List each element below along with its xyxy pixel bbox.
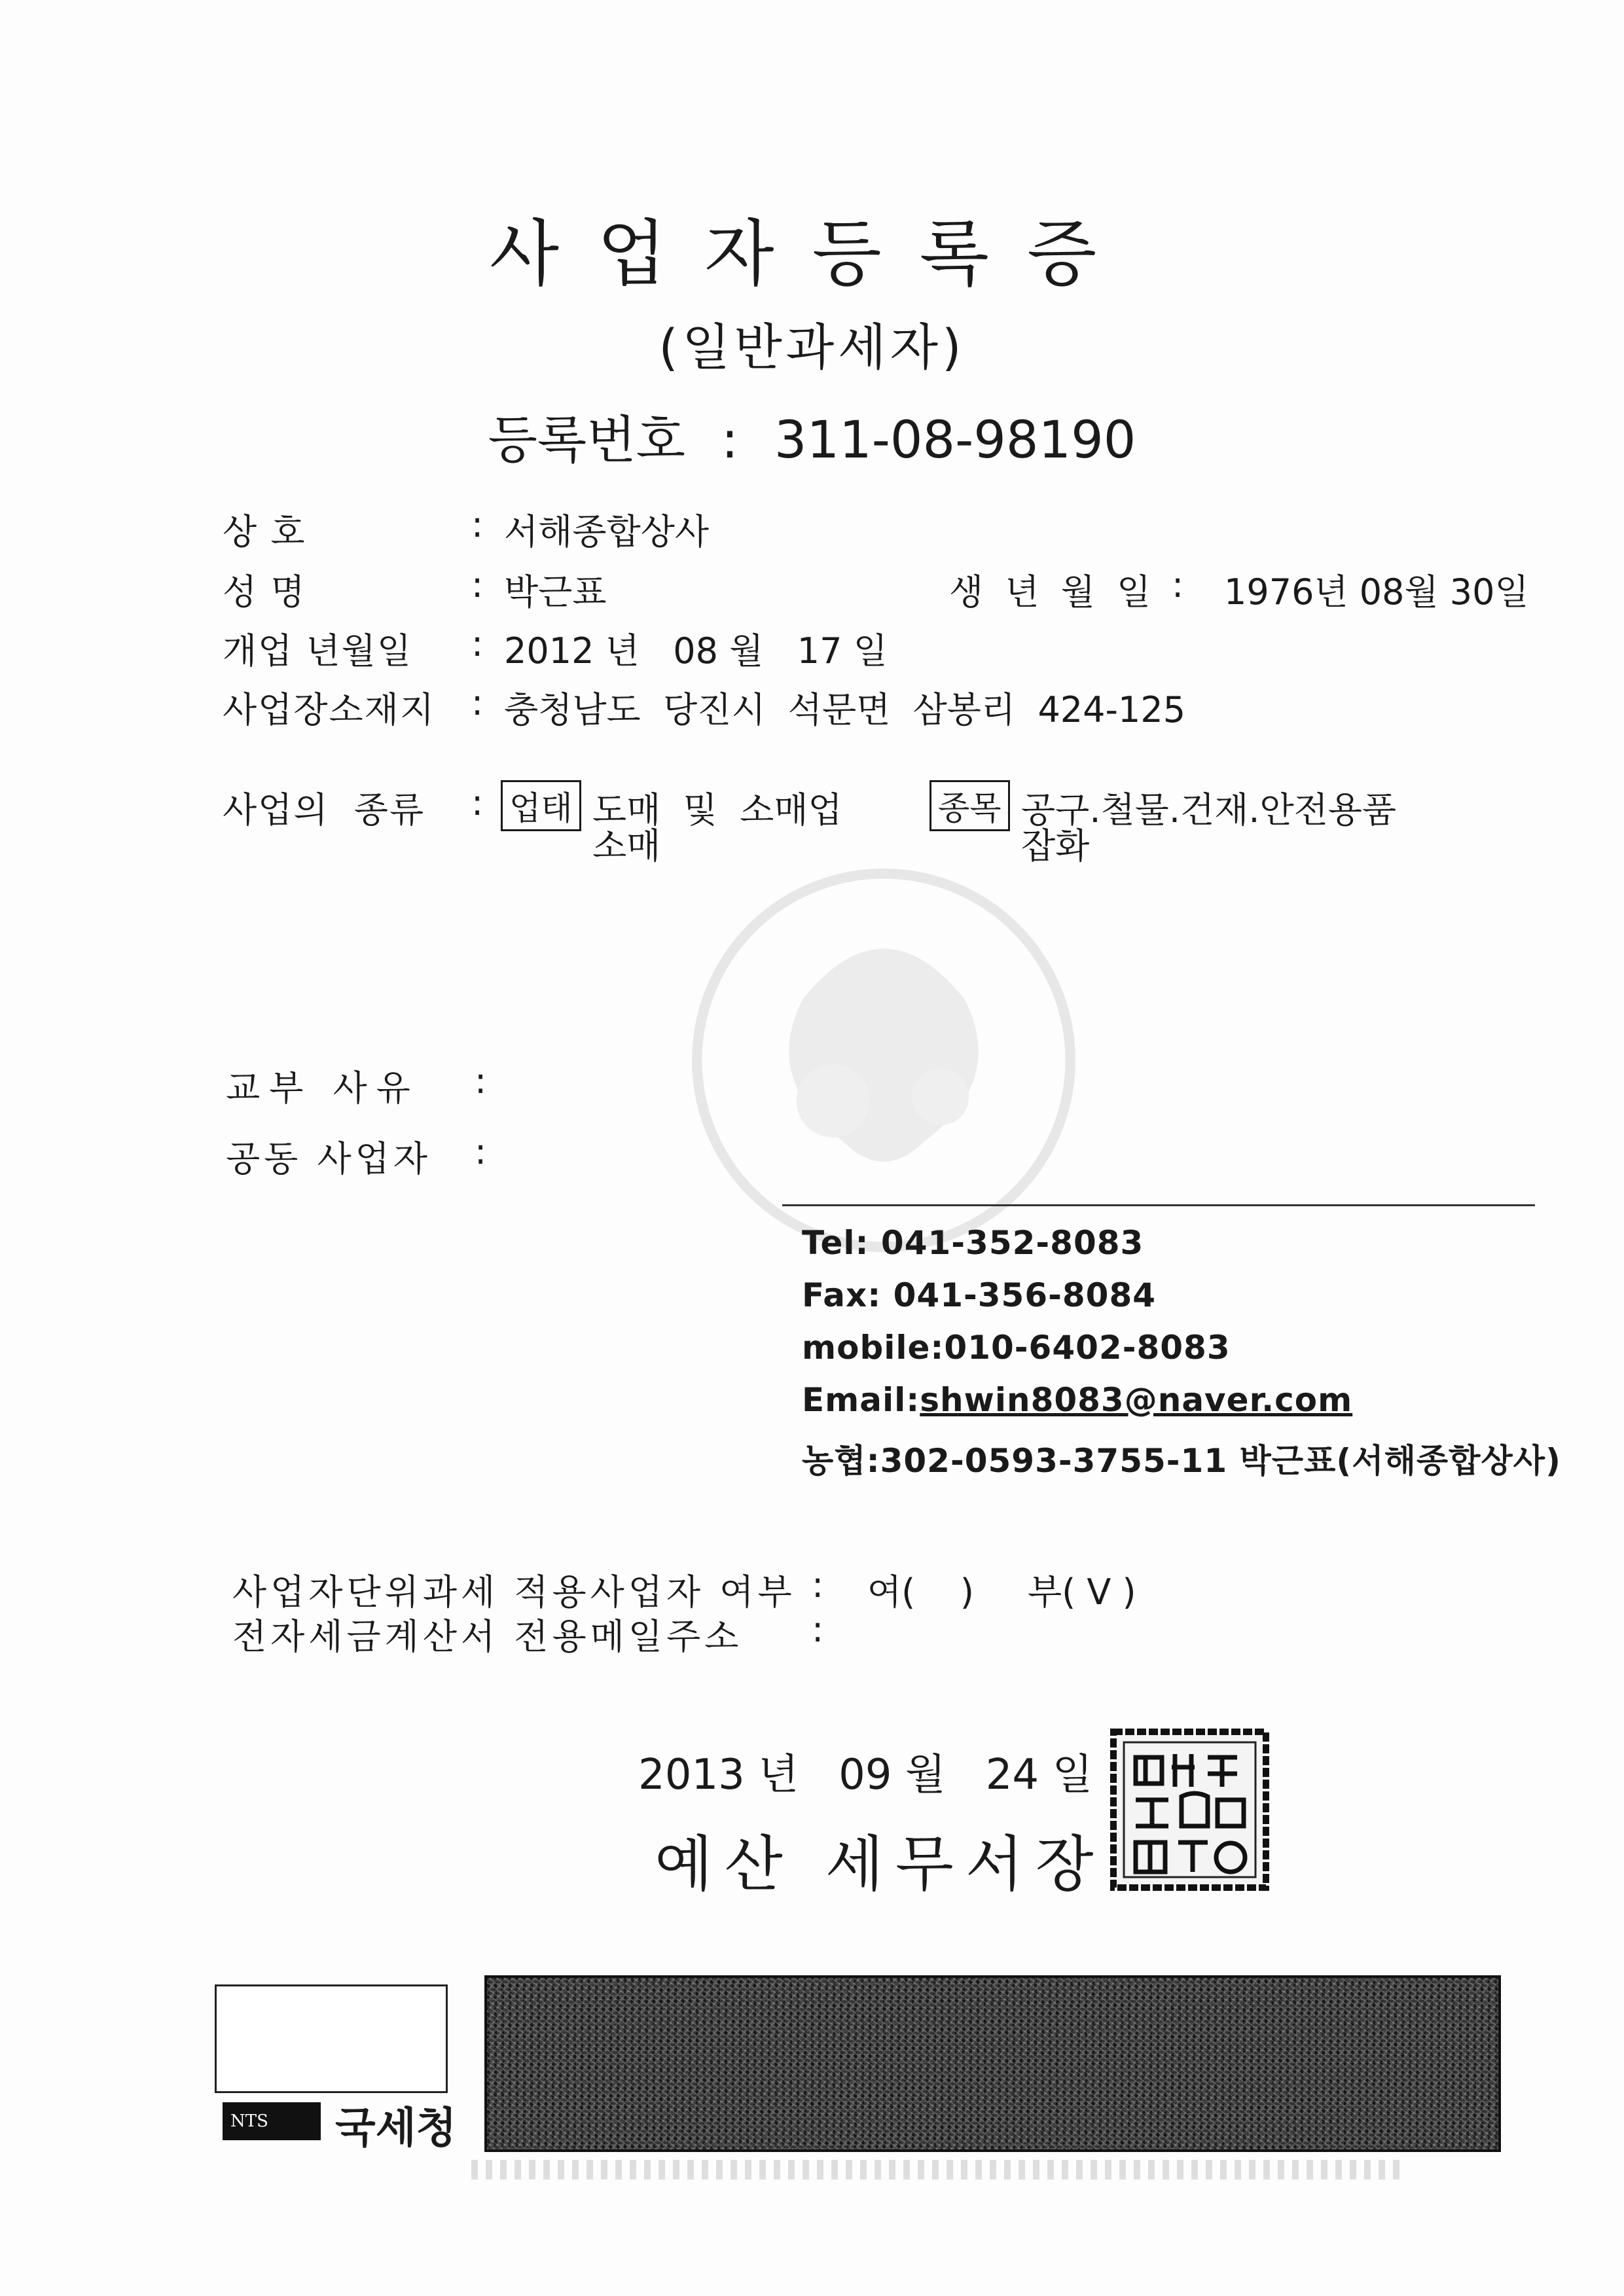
document-title: 사업자등록증 (489, 212, 1135, 296)
opening-date-label: 개업 년월일 (223, 630, 412, 672)
contact-bank: 농협:302-0593-3755-11 박근표(서해종합상사) (802, 1442, 1561, 1480)
registration-number-line (0, 399, 1624, 473)
item-line-2: 잡화 (1021, 825, 1090, 867)
contact-email-label: Email: (802, 1381, 920, 1419)
contact-tel: Tel: 041-352-8083 (802, 1224, 1144, 1262)
contact-mobile: mobile:010-6402-8083 (802, 1329, 1231, 1367)
contact-fax: Fax: 041-356-8084 (802, 1276, 1157, 1314)
issue-date: 2013 년 09 월 24 일 (638, 1751, 1093, 1799)
document-subtitle: (일반과세자) (659, 318, 965, 376)
trade-name-value: 서해종합상사 (504, 511, 709, 552)
business-type-label: 사업의 종류 (223, 789, 425, 831)
contact-email-line (802, 1381, 1352, 1419)
tax-unit-label: 사업자단위과세 적용사업자 여부 (232, 1571, 796, 1613)
issue-reason-label: 교부 사유 (226, 1067, 420, 1109)
watermark-emblem-icon (681, 851, 1087, 1270)
name-value: 박근표 (504, 571, 607, 613)
tax-unit-no: 부( V ) (1028, 1571, 1136, 1613)
tax-unit-colon: : (812, 1564, 824, 1605)
birth-colon: : (1172, 564, 1184, 605)
tax-unit-yes: 여( ) (867, 1571, 974, 1613)
name-colon: : (471, 564, 484, 605)
category-line-1: 도매 및 소매업 (592, 789, 842, 831)
location-label: 사업장소재지 (223, 689, 435, 730)
location-colon: : (471, 682, 484, 723)
opening-date-value: 2012 년 08 월 17 일 (504, 630, 888, 672)
birth-label: 생 년 월 일 (949, 571, 1157, 613)
name-label: 성 명 (223, 571, 306, 613)
registration-label: 등록번호 (488, 411, 685, 470)
nts-badge: NTS (223, 2102, 321, 2140)
registration-number: 311-08-98190 (774, 411, 1136, 470)
contact-email-link[interactable]: shwin8083@naver.com (920, 1381, 1353, 1419)
category-tag: 업태 (501, 780, 581, 831)
agency-name: 국세청 (335, 2104, 457, 2153)
birth-value: 1976년 08월 30일 (1224, 571, 1529, 613)
item-tag: 종목 (929, 780, 1010, 831)
issue-reason-colon: : (475, 1060, 487, 1102)
trade-name-colon: : (471, 504, 484, 545)
issuing-office: 예산 세무서장 (655, 1829, 1106, 1899)
co-business-label: 공동 사업자 (226, 1138, 431, 1179)
official-seal-icon (1110, 1728, 1270, 1892)
location-value: 충청남도 당진시 석문면 삼봉리 424-125 (504, 689, 1186, 730)
footer-pattern-strip (471, 2160, 1401, 2179)
security-pattern-bar (484, 1975, 1501, 2152)
registration-colon: : (721, 411, 739, 470)
e-invoice-colon: : (812, 1609, 824, 1650)
item-line-1: 공구.철물.건재.안전용품 (1021, 789, 1397, 831)
e-invoice-label: 전자세금계산서 전용메일주소 (232, 1616, 743, 1657)
contact-divider (782, 1204, 1535, 1206)
co-business-colon: : (475, 1131, 487, 1172)
opening-date-colon: : (471, 623, 484, 664)
blank-stamp-box (215, 1984, 448, 2093)
trade-name-label: 상 호 (223, 511, 306, 552)
category-line-2: 소매 (592, 825, 661, 867)
business-type-colon: : (471, 782, 484, 823)
